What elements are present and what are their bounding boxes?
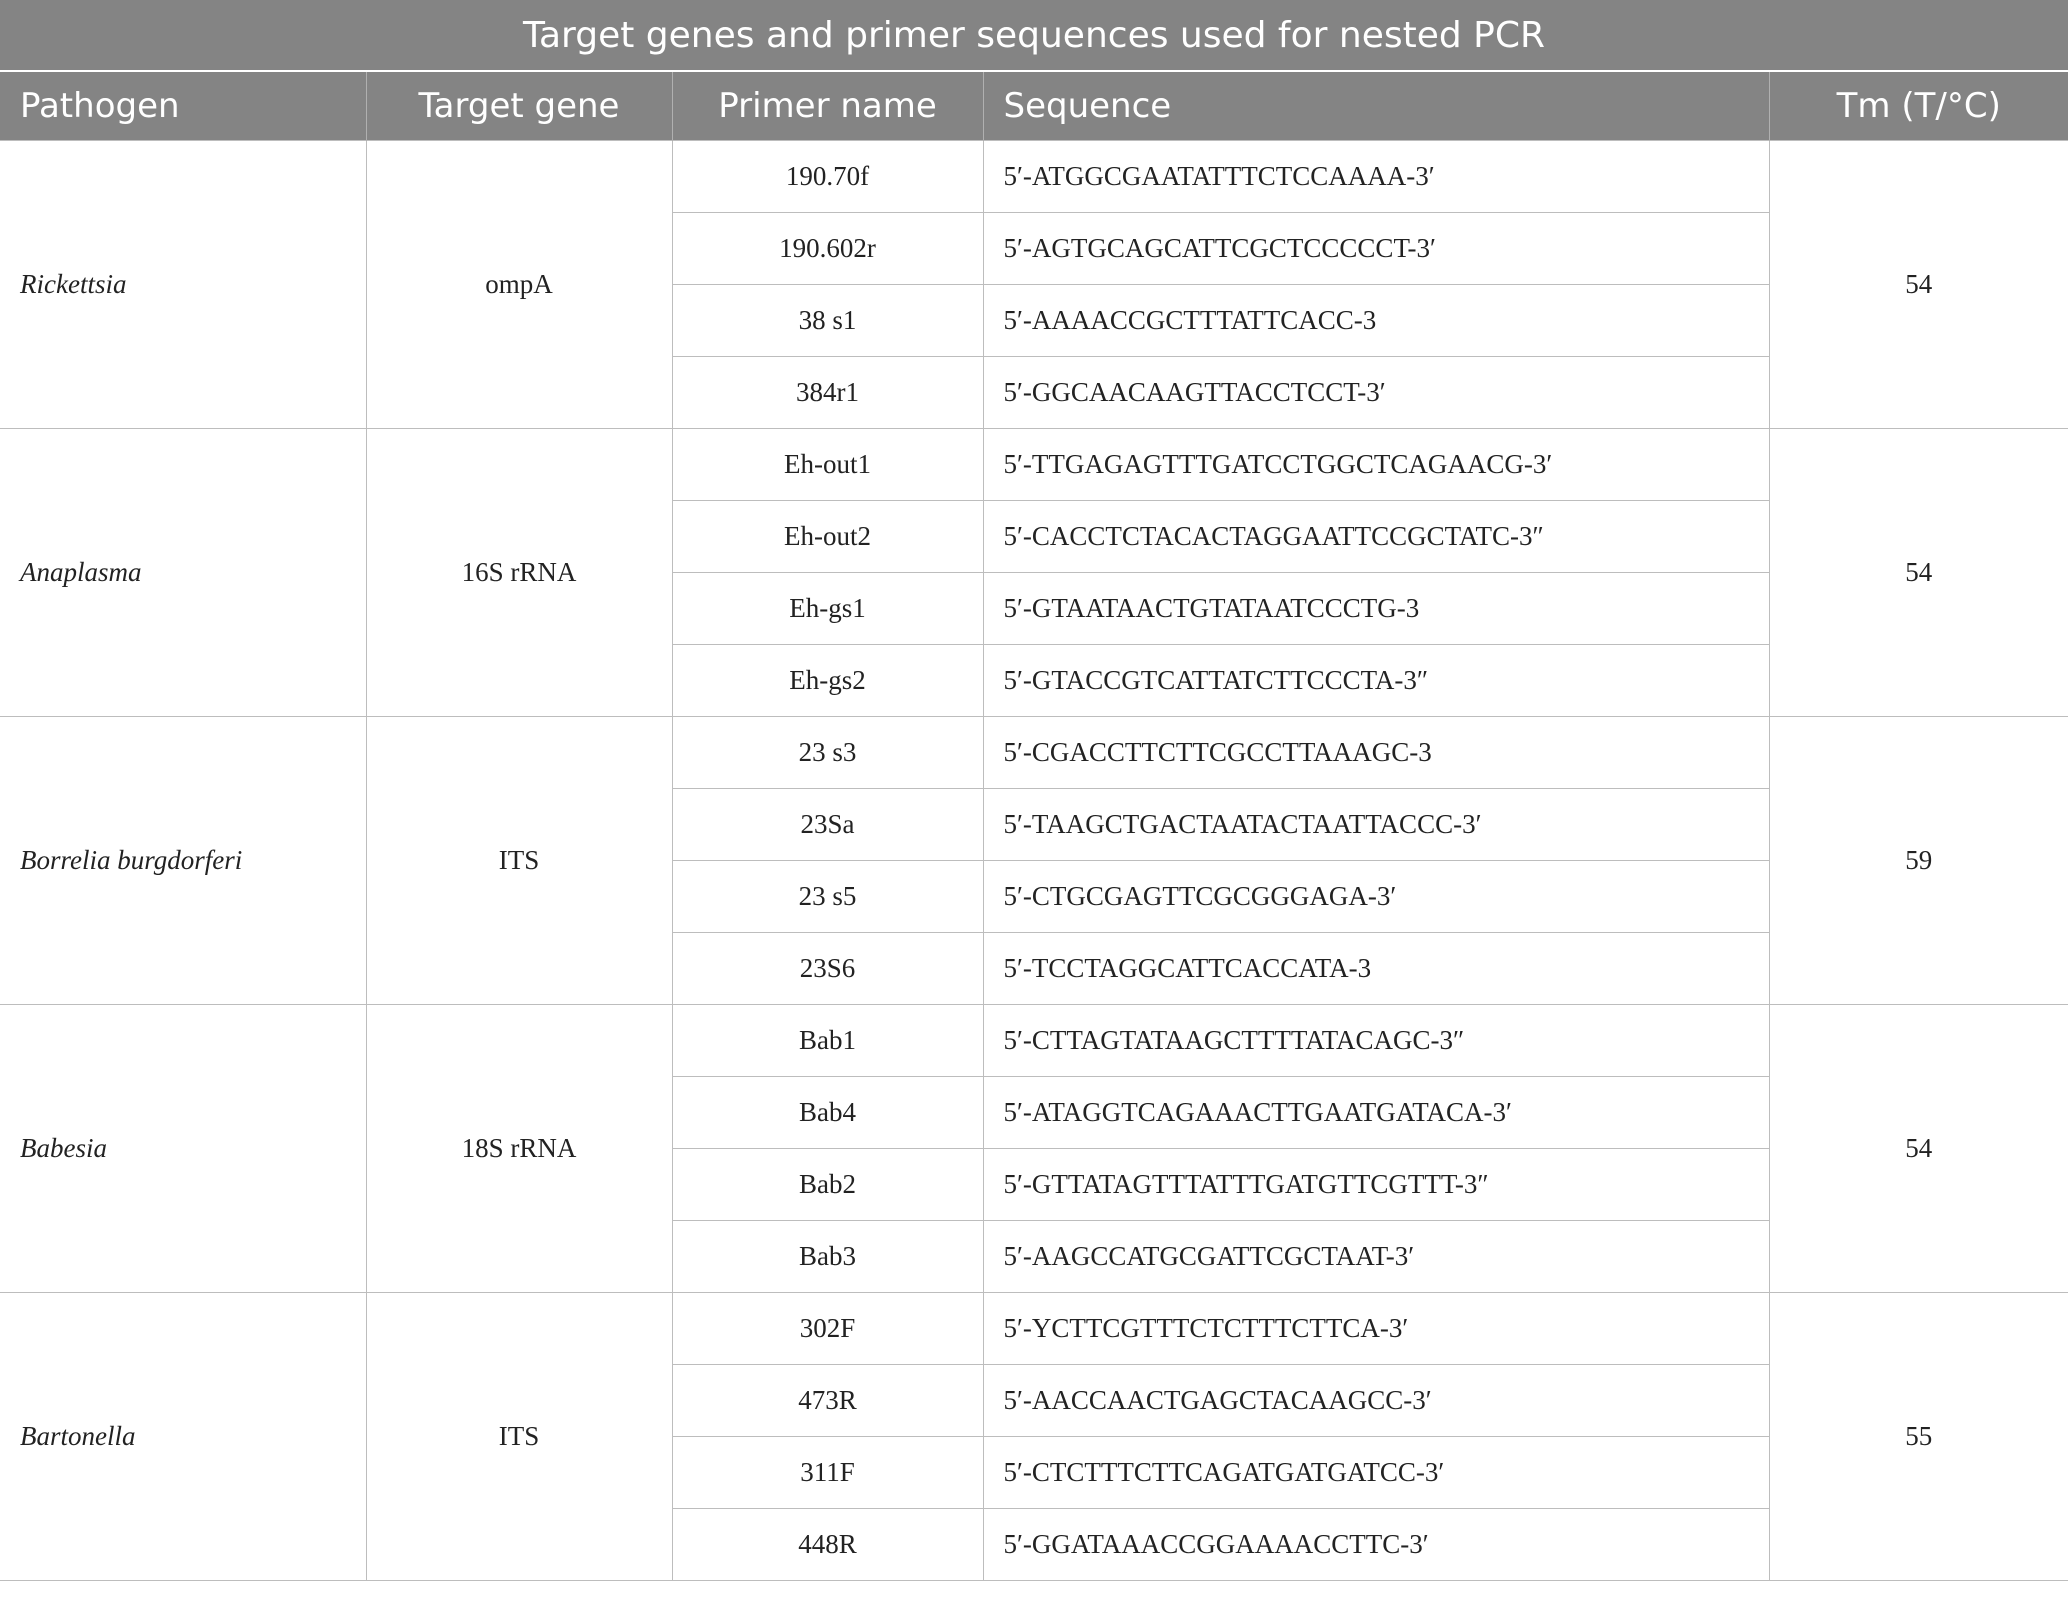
primer-name-cell: 190.70f (672, 140, 983, 212)
tm-cell: 59 (1769, 716, 2068, 1004)
primer-name-cell: Eh-gs1 (672, 572, 983, 644)
sequence-cell: 5′-TAAGCTGACTAATACTAATTACCC-3′ (983, 788, 1769, 860)
primer-table (0, 72, 2068, 1581)
primer-name-cell: 23 s3 (672, 716, 983, 788)
sequence-cell: 5′-GGCAACAAGTTACCTCCT-3′ (983, 356, 1769, 428)
primer-name-cell: Eh-out2 (672, 500, 983, 572)
primer-name-cell: 302F (672, 1292, 983, 1364)
sequence-cell: 5′-YCTTCGTTTCTCTTTCTTCA-3′ (983, 1292, 1769, 1364)
pathogen-cell: Anaplasma (0, 428, 366, 716)
table-body (0, 140, 2068, 1580)
table-row (0, 716, 2068, 788)
primer-name-cell: Bab3 (672, 1220, 983, 1292)
sequence-cell: 5′-AAAACCGCTTTATTCACC-3 (983, 284, 1769, 356)
sequence-cell: 5′-AACCAACTGAGCTACAAGCC-3′ (983, 1364, 1769, 1436)
tm-cell: 55 (1769, 1292, 2068, 1580)
primer-name-cell: 23S6 (672, 932, 983, 1004)
header-target-gene: Target gene (366, 72, 672, 140)
sequence-cell: 5′-GGATAAACCGGAAAACCTTC-3′ (983, 1508, 1769, 1580)
sequence-cell: 5′-TCCTAGGCATTCACCATA-3 (983, 932, 1769, 1004)
sequence-cell: 5′-GTAATAACTGTATAATCCCTG-3 (983, 572, 1769, 644)
pathogen-cell: Bartonella (0, 1292, 366, 1580)
header-row (0, 72, 2068, 140)
header-pathogen: Pathogen (0, 72, 366, 140)
sequence-cell: 5′-GTACCGTCATTATCTTCCCTA-3″ (983, 644, 1769, 716)
primer-name-cell: Eh-out1 (672, 428, 983, 500)
pathogen-cell: Babesia (0, 1004, 366, 1292)
sequence-cell: 5′-TTGAGAGTTTGATCCTGGCTCAGAACG-3′ (983, 428, 1769, 500)
primer-name-cell: 384r1 (672, 356, 983, 428)
primer-name-cell: Bab2 (672, 1148, 983, 1220)
primer-name-cell: Eh-gs2 (672, 644, 983, 716)
tm-cell: 54 (1769, 1004, 2068, 1292)
sequence-cell: 5′-CTTAGTATAAGCTTTTATACAGC-3″ (983, 1004, 1769, 1076)
target-gene-cell: ompA (366, 140, 672, 428)
sequence-cell: 5′-GTTATAGTTTATTTGATGTTCGTTT-3″ (983, 1148, 1769, 1220)
sequence-cell: 5′-ATAGGTCAGAAACTTGAATGATACA-3′ (983, 1076, 1769, 1148)
table-row (0, 140, 2068, 212)
sequence-cell: 5′-CGACCTTCTTCGCCTTAAAGC-3 (983, 716, 1769, 788)
primer-name-cell: 38 s1 (672, 284, 983, 356)
sequence-cell: 5′-AAGCCATGCGATTCGCTAAT-3′ (983, 1220, 1769, 1292)
sequence-cell: 5′-CTGCGAGTTCGCGGGAGA-3′ (983, 860, 1769, 932)
sequence-cell: 5′-AGTGCAGCATTCGCTCCCCCT-3′ (983, 212, 1769, 284)
primer-name-cell: 23Sa (672, 788, 983, 860)
sequence-cell: 5′-CTCTTTCTTCAGATGATGATCC-3′ (983, 1436, 1769, 1508)
target-gene-cell: ITS (366, 1292, 672, 1580)
table-row (0, 1292, 2068, 1364)
primer-name-cell: Bab4 (672, 1076, 983, 1148)
header-primer-name: Primer name (672, 72, 983, 140)
table-row (0, 1004, 2068, 1076)
pathogen-cell: Borrelia burgdorferi (0, 716, 366, 1004)
header-tm: Tm (T/°C) (1769, 72, 2068, 140)
primer-name-cell: 473R (672, 1364, 983, 1436)
header-sequence: Sequence (983, 72, 1769, 140)
sequence-cell: 5′-CACCTCTACACTAGGAATTCCGCTATC-3″ (983, 500, 1769, 572)
primer-name-cell: Bab1 (672, 1004, 983, 1076)
tm-cell: 54 (1769, 140, 2068, 428)
target-gene-cell: 18S rRNA (366, 1004, 672, 1292)
primer-name-cell: 190.602r (672, 212, 983, 284)
sequence-cell: 5′-ATGGCGAATATTTCTCCAAAA-3′ (983, 140, 1769, 212)
target-gene-cell: 16S rRNA (366, 428, 672, 716)
tm-cell: 54 (1769, 428, 2068, 716)
pathogen-cell: Rickettsia (0, 140, 366, 428)
table-row (0, 428, 2068, 500)
primer-name-cell: 23 s5 (672, 860, 983, 932)
primer-name-cell: 311F (672, 1436, 983, 1508)
primer-name-cell: 448R (672, 1508, 983, 1580)
target-gene-cell: ITS (366, 716, 672, 1004)
table-caption: Target genes and primer sequences used for nested PCR (0, 0, 2068, 72)
